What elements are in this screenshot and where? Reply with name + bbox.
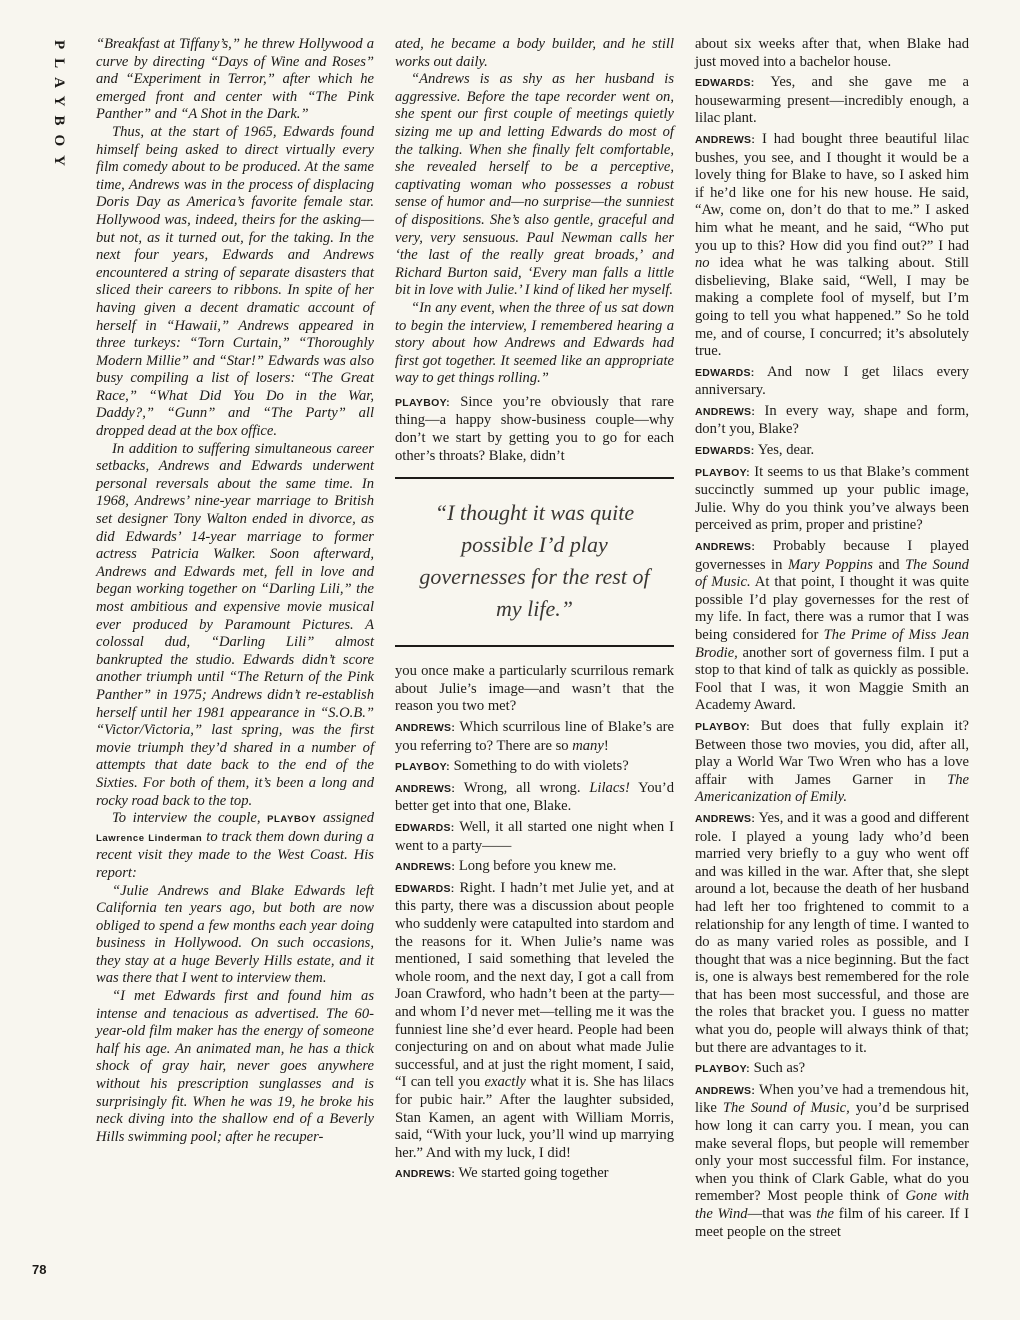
interview-answer: EDWARDS: Yes, dear. <box>695 442 815 459</box>
interview-answer: ANDREWS: Long before you knew me. <box>395 858 617 875</box>
speaker-label: EDWARDS: <box>395 822 455 834</box>
speaker-label: ANDREWS: <box>395 782 456 795</box>
interview-answer: ANDREWS: Which scurrilous line of Blake’s are you referring to? There are so many! <box>395 719 675 754</box>
speaker-label: PLAYBOY: <box>395 761 450 774</box>
speaker-label: EDWARDS: <box>695 77 755 90</box>
speaker-label: PLAYBOY: <box>395 396 450 409</box>
interview-question: PLAYBOY: Such as? <box>695 1060 806 1077</box>
intro-paragraph: “I met Edwards first and found him as intense and tenacious as advertised. The 60-year-old film maker has the energy of someone half his age. An animated man, he has a thick shock of gray hair, never goes anywhere without his prescription sunglasses and is surprisingly fit. When he was 19, he broke his neck diving into the shallow end of a Beverly Hills swimming pool; after he recuper- <box>96 988 374 1145</box>
speaker-label: ANDREWS: <box>695 812 756 825</box>
column-1 <box>96 36 374 1146</box>
pull-quote: “I thought it was quite possible I’d play governesses for the rest of my life.” <box>395 477 674 647</box>
speaker-label: EDWARDS: <box>695 445 755 458</box>
intro-paragraph: ated, he became a body builder, and he still works out daily. <box>395 36 674 70</box>
interview-answer: EDWARDS: And now I get lilacs every anniversary. <box>695 363 969 399</box>
interview-answer: EDWARDS: Well, it all started one night when I went to a party—— <box>395 819 674 854</box>
interview-answer: ANDREWS: We started going together <box>395 1165 609 1182</box>
column-2 <box>395 36 674 1187</box>
magazine-name: PLAYBOY <box>267 814 317 826</box>
interview-answer: ANDREWS: When you’ve had a tremendous hit, like The Sound of Music, you’d be surprised how long it can carry you. I mean, you can make several flops, but people will remember only your most successful film. For instance, when you think of Clark Gable, what do you remember? Most people think of Gone with the Wind—that was the film of his career. If I meet people on the street <box>695 1081 969 1240</box>
intro-paragraph: To interview the couple, PLAYBOY assigned Lawrence Linderman to track them down during a recent visit they made to the West Coast. His report: <box>96 810 374 881</box>
speaker-label: ANDREWS: <box>695 133 756 146</box>
intro-paragraph: In addition to suffering simultaneous career setbacks, Andrews and Edwards underwent personal reversals about the same time. In 1968, Andrews’ nine-year marriage to British set designer Tony Walton ended in divorce, as did Edwards’ 14-year marriage to former actress Patricia Walker. Soon afterward, Andrews and Edwards met, fell in love and began working together on “Darling Lili,” the most ambitious and expensive movie musical ever produced by Paramount Pictures. A colossal dud, “Darling Lili” almost bankrupted the studio. Edwards didn’t score another triumph until “The Return of the Pink Panther” in 1975; Andrews didn’t re-establish herself until her 1981 appearance in “S.O.B.” “Victor/Victoria,” last spring, was the first movie triumph they’d shared in a number of attempts that date back to the end of the Sixties. For both of them, it’s been a long and rocky road back to the top. <box>96 440 374 809</box>
interview-question: you once make a particularly scurrilous remark about Julie’s image—and wasn’t that the reason you two met? <box>395 663 674 715</box>
intro-paragraph: “Andrews is as shy as her husband is aggressive. Before the tape recorder went on, she spent our first couple of meetings quietly sizing me up and letting Edwards do most of the talking. When she finally felt comfortable, she revealed herself to be a perceptive, captivating woman who possesses a robust sense of humor and—no surprise—the sunniest of dispositions. She’s also gentle, graceful and very, very sensuous. Paul Newman calls her ‘the last of the really great broads,’ and Richard Burton said, ‘Every man falls a little bit in love with Julie.’ I kind of liked her myself. <box>395 71 674 299</box>
speaker-label: ANDREWS: <box>395 1168 456 1181</box>
interview-answer: ANDREWS: Probably because I played governesses in Mary Poppins and The Sound of Music. At that point, I thought it was quite possible I’d play governesses for the rest of my life. In fact, there was a rumor that I was being considered for The Prime of Miss Jean Brodie, another sort of governess film. I put a stop to that kind of talk as quickly as possible. Fool that I was, it won Maggie Smith an Academy Award. <box>695 538 969 714</box>
intro-paragraph: Thus, at the start of 1965, Edwards found himself being asked to direct virtually every film comedy about to be produced. At the same time, Andrews was in the process of displacing Doris Day as America’s favorite female star. Hollywood was, indeed, theirs for the asking—but not, as it turned out, for the taking. In the next four years, Edwards and Andrews encountered a string of separate disasters that sliced their careers to ribbons. In spite of her having given a decent dramatic account of herself in “Hawaii,” Andrews appeared in three turkeys: “Torn Curtain,” “Thoroughly Modern Millie” and “Star!” Edwards was also busy compiling a list of losers: “The Great Race,” “What Did You Do in the War, Daddy?,” “Gunn” and “The Party” all dropped dead at the box office. <box>96 123 374 440</box>
speaker-label: ANDREWS: <box>695 541 756 554</box>
interviewer-name: Lawrence Linderman <box>96 832 203 844</box>
speaker-label: PLAYBOY: <box>695 466 750 479</box>
speaker-label: EDWARDS: <box>395 882 455 895</box>
interview-answer: ANDREWS: Wrong, all wrong. Lilacs! You’d better get into that one, Blake. <box>395 779 674 815</box>
interview-question: PLAYBOY: But does that fully explain it? Between those two movies, you did, after all, play a World War Two Wren who has a love affair with James Garner in The Americanization of Emily. <box>695 717 969 806</box>
column-3 <box>695 36 969 1244</box>
speaker-label: ANDREWS: <box>695 405 756 418</box>
interview-answer: about six weeks after that, when Blake had just moved into a bachelor house. <box>695 36 969 70</box>
interview-question: PLAYBOY: Since you’re obviously that rare thing—a happy show-business couple—why don’t we start by getting you to go for each other’s throats? Blake, didn’t <box>395 393 675 464</box>
speaker-label: PLAYBOY: <box>695 1063 750 1076</box>
interview-answer: ANDREWS: In every way, shape and form, don’t you, Blake? <box>695 402 969 438</box>
magazine-side-label: PLAYBOY <box>51 40 67 175</box>
interview-question: PLAYBOY: Something to do with violets? <box>395 758 629 775</box>
speaker-label: ANDREWS: <box>695 1084 756 1097</box>
speaker-label: EDWARDS: <box>695 366 755 379</box>
speaker-label: ANDREWS: <box>395 722 456 735</box>
page-number: 78 <box>32 1262 47 1277</box>
speaker-label: ANDREWS: <box>395 861 456 874</box>
intro-paragraph: “In any event, when the three of us sat down to begin the interview, I remembered hearing a story about how Andrews and Edwards had first got together. It seemed like an appropriate way to get things rolling.” <box>395 299 674 387</box>
interview-answer: EDWARDS: Right. I hadn’t met Julie yet, and at this party, there was a discussion about people who suddenly were catapulted into stardom and the reasons for it. When Julie’s name was mentioned, I said something that leveled the whole room, and the next day, I got a call from Joan Crawford, who hadn’t been at the party—and whom I’d never met—telling me it was the funniest line she’d ever heard. People had been conjecturing on and on about what made Julie successful, and at just the right moment, I said, “I can tell you exactly what it is. She has lilacs for pubic hair.” After the laughter subsided, Stan Kamen, an agent with William Morris, said, “With your luck, you’ll wind up marrying her.” And with my luck, I did! <box>395 879 675 1161</box>
interview-question: PLAYBOY: It seems to us that Blake’s comment succinctly summed up your public image, Julie. Why do you think you’ve always been perceived as prim, proper and pristine? <box>695 463 970 534</box>
intro-paragraph: “Julie Andrews and Blake Edwards left California ten years ago, but both are now obliged to spend a few months each year doing business in Hollywood. On such occasions, they stay at a huge Beverly Hills estate, and it was there that I went to interview them. <box>96 882 374 987</box>
interview-answer: ANDREWS: Yes, and it was a good and different role. I played a young lady who’d been married very briefly to a guy who went off and was killed in the war. After that, she slept around a lot, because the death of her husband had left her too frightened to commit to a relationship for any length of time. I wanted to do as many varied roles as possible, and I thought that was a nice beginning. But the fact is, one is always best remembered for the role that has been most successful, and those are the roles that bracket you. I guess no matter what you do, people will always think of that; but there are advantages to it. <box>695 809 969 1056</box>
interview-answer: EDWARDS: Yes, and she gave me a housewarming present—incredibly enough, a lilac plant. <box>695 74 969 127</box>
intro-paragraph: “Breakfast at Tiffany’s,” he threw Hollywood a curve by directing “Days of Wine and Roses” and “Experiment in Terror,” after which he emerged front and center with “The Pink Panther” and “A Shot in the Dark.” <box>96 36 374 123</box>
speaker-label: PLAYBOY: <box>695 720 750 733</box>
interview-answer: ANDREWS: I had bought three beautiful lilac bushes, you see, and I thought it would be a lovely thing for Blake to have, so I asked him if he’d like one for his new house. He said, “Aw, come on, don’t do that to me.” I asked him what he meant, and he said, “Who put you up to this? How did you find out?” I had no idea what he was talking about. Still disbelieving, Blake said, “Well, I may be making a complete fool of myself, but I’m going to tell you what happened.” So he told me, and of course, I concurred; it’s absolutely true. <box>695 130 969 360</box>
